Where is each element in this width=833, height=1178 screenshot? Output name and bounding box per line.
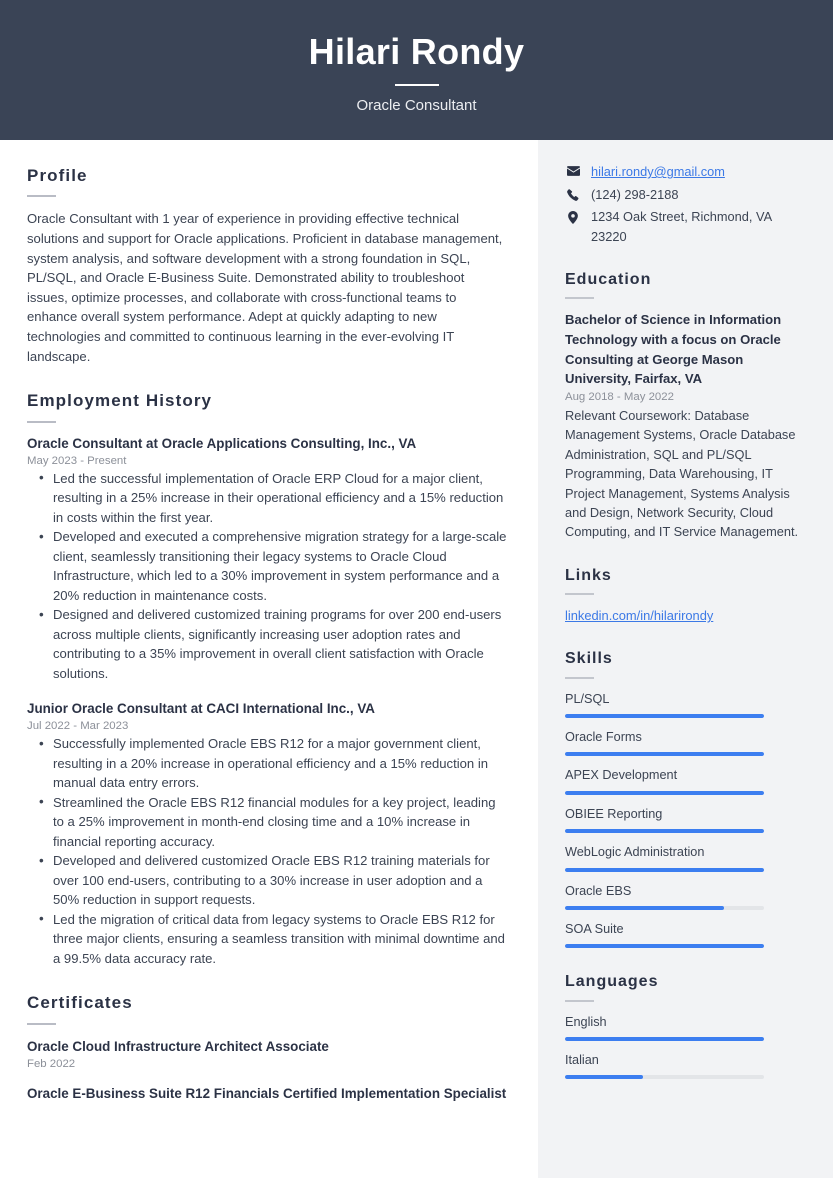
certificate-name: Oracle E-Business Suite R12 Financials Certified Implementation Specialist <box>27 1085 507 1101</box>
skill-level-bar <box>565 829 764 833</box>
job-bullet: • Developed and delivered customized Oracle EBS R12 training materials for over 100 end-users, contributing to a 30% increase in user adoption and a 50% reduction in support requests. <box>27 851 508 910</box>
skill-level-fill <box>565 906 724 910</box>
skill-item <box>565 728 805 756</box>
language-level-bar <box>565 1037 764 1041</box>
skill-level-bar <box>565 906 764 910</box>
skill-level-fill <box>565 752 764 756</box>
skills-list <box>565 690 805 949</box>
skill-label: Oracle Forms <box>565 729 642 744</box>
section-education <box>565 270 805 542</box>
skill-level-bar <box>565 752 764 756</box>
heading-rule <box>565 1000 594 1002</box>
language-label: English <box>565 1014 607 1029</box>
education-degree: Bachelor of Science in Information Technology with a focus on Oracle Consulting at George Mason University, Fairfax, VA <box>565 312 782 387</box>
map-pin-icon <box>565 207 581 224</box>
certificates-heading: Certificates <box>27 993 133 1013</box>
resume-body <box>0 140 833 1178</box>
skill-label: OBIEE Reporting <box>565 806 663 821</box>
skill-label: PL/SQL <box>565 691 610 706</box>
job-title: Junior Oracle Consultant at CACI International Inc., VA <box>27 701 375 717</box>
skill-item <box>565 690 805 718</box>
skill-label: Oracle EBS <box>565 883 632 898</box>
job-title: Oracle Consultant at Oracle Applications Consulting, Inc., VA <box>27 435 417 451</box>
contact-address-text: 1234 Oak Street, Richmond, VA 23220 <box>591 209 772 244</box>
job-date: Jul 2022 - Mar 2023 <box>27 720 129 733</box>
linkedin-link[interactable]: linkedin.com/in/hilarirondy <box>565 608 714 624</box>
skill-level-fill <box>565 868 764 872</box>
skill-level-fill <box>565 791 764 795</box>
candidate-role: Oracle Consultant <box>356 97 477 115</box>
certificate-date: Feb 2022 <box>27 1057 76 1070</box>
contact-row-phone <box>565 185 805 205</box>
certificate-name: Oracle Cloud Infrastructure Architect Associate <box>27 1038 329 1054</box>
heading-rule <box>27 1023 56 1025</box>
heading-rule <box>565 593 594 595</box>
employment-heading: Employment History <box>27 391 213 411</box>
job-bullet: • Led the migration of critical data from legacy systems to Oracle EBS R12 for three major clients, ensuring a seamless transition with minimal downtime and a 99.5% data accuracy rate. <box>27 910 508 969</box>
skill-item <box>565 805 805 833</box>
links-heading: Links <box>565 566 612 584</box>
resume-header <box>0 0 833 140</box>
education-heading: Education <box>565 271 652 288</box>
skill-level-bar <box>565 791 764 795</box>
contact-row-email <box>565 162 805 182</box>
job-bullet: • Developed and executed a comprehensive migration strategy for a large-scale client, seamlessly transitioning their legacy systems to Oracle Cloud Infrastructure, which led to a 30% improvement in system performance and a 20% reduction in maintenance costs. <box>27 527 508 605</box>
language-label: Italian <box>565 1053 599 1068</box>
heading-rule <box>565 677 594 679</box>
language-level-bar <box>565 1075 764 1079</box>
skill-label: SOA Suite <box>565 922 624 937</box>
job-entry <box>27 700 508 968</box>
contact-email-text <box>591 162 805 182</box>
section-profile <box>27 166 508 366</box>
header-divider <box>395 84 439 86</box>
email-link[interactable]: hilari.rondy@gmail.com <box>591 164 725 179</box>
job-entry <box>27 435 508 684</box>
job-bullets <box>27 734 508 968</box>
section-skills <box>565 649 805 948</box>
section-certificates <box>27 993 508 1103</box>
skill-item <box>565 882 805 910</box>
language-item <box>565 1013 805 1041</box>
skill-label: APEX Development <box>565 768 678 783</box>
profile-text: Oracle Consultant with 1 year of experience in providing effective technical solutions and support for Oracle applications. Proficient in database management, system analysis, and software development with a strong foundation in SQL, PL/SQL, and Oracle E-Business Suite. Demonstrated ability to troubleshoot issues, optimize processes, and collaborate with cross-functional teams to enhance overall system performance. Adept at quickly adapting to new technologies and committed to continuous learning in the ever-evolving IT landscape. <box>27 211 503 364</box>
contact-list <box>565 162 805 246</box>
sidebar-column <box>538 140 833 1178</box>
job-bullet: • Designed and delivered customized training programs for over 200 end-users across multiple clients, significantly increasing user adoption rates and contributing to a 35% improvement in overall client satisfaction with Oracle solutions. <box>27 605 508 683</box>
skill-level-bar <box>565 868 764 872</box>
envelope-icon <box>565 162 581 176</box>
contact-phone-text: (124) 298-2188 <box>591 186 679 202</box>
section-links <box>565 566 805 626</box>
section-employment-history <box>27 391 508 968</box>
skill-level-fill <box>565 829 764 833</box>
language-level-fill <box>565 1075 643 1079</box>
profile-heading: Profile <box>27 166 88 185</box>
skill-item <box>565 920 805 948</box>
certificate-entry <box>27 1084 508 1103</box>
job-date: May 2023 - Present <box>27 454 127 467</box>
skill-level-bar <box>565 944 764 948</box>
skills-heading: Skills <box>565 650 613 668</box>
languages-heading: Languages <box>565 973 659 991</box>
skill-item <box>565 766 805 794</box>
phone-icon <box>565 185 581 201</box>
language-level-fill <box>565 1037 764 1041</box>
skill-level-fill <box>565 944 764 948</box>
skill-label: WebLogic Administration <box>565 845 705 860</box>
job-bullet: • Streamlined the Oracle EBS R12 financial modules for a key project, leading to a 25% improvement in month-end closing time and a 10% increase in financial reporting accuracy. <box>27 793 508 852</box>
language-item <box>565 1051 805 1079</box>
heading-rule <box>27 195 56 197</box>
contact-row-address <box>565 207 805 246</box>
languages-list <box>565 1013 805 1080</box>
skill-level-fill <box>565 714 764 718</box>
education-description: Relevant Coursework: Database Management Systems, Oracle Database Administration, SQL and PL/SQL Programming, Data Warehousing, IT Project Management, Systems Analysis and Design, Network Security, Cloud Computing, and IT Service Management. <box>565 408 799 540</box>
job-bullet: • Successfully implemented Oracle EBS R12 for a major government client, resulting in a 20% increase in operational efficiency and a 15% reduction in manual data entry errors. <box>27 734 508 793</box>
skill-level-bar <box>565 714 764 718</box>
skill-item <box>565 843 805 871</box>
section-languages <box>565 972 805 1079</box>
candidate-name: Hilari Rondy <box>308 30 525 72</box>
heading-rule <box>27 421 56 423</box>
job-bullet: • Led the successful implementation of Oracle ERP Cloud for a major client, resulting in a 25% increase in their operational efficiency and a 15% reduction in costs within the first year. <box>27 469 508 528</box>
heading-rule <box>565 297 594 299</box>
main-column <box>0 140 538 1178</box>
job-bullets <box>27 469 508 684</box>
certificate-entry <box>27 1037 508 1070</box>
education-date: Aug 2018 - May 2022 <box>565 391 674 403</box>
